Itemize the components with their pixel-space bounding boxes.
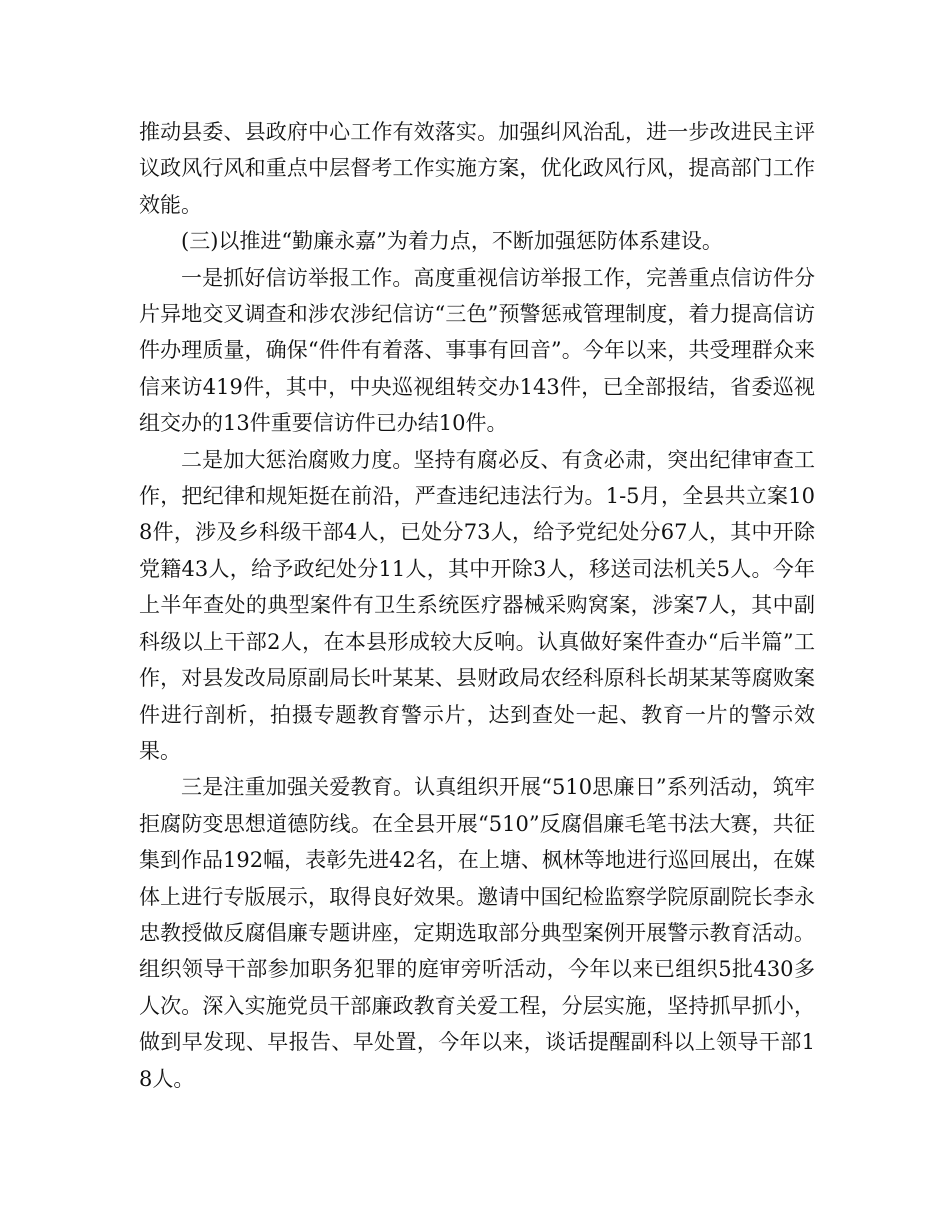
paragraph-care-education: 三是注重加强关爱教育。认真组织开展“510思廉日”系列活动，筑牢拒腐防变思想道德防线。在全县开展“510”反腐倡廉毛笔书法大赛，共征集到作品192幅，表彰先进42名，在上塘、枫林等地进行巡回展出，在媒体上进行专版展示，取得良好效果。邀请中国纪检监察学院原副院长李永忠教授做反腐倡廉专题讲座，定期选取部分典型案例开展警示教育活动。组织领导干部参加职务犯罪的庭审旁听活动，今年以来已组织5批430多人次。深入实施党员干部廉政教育关爱工程，分层实施，坚持抓早抓小，做到早发现、早报告、早处置，今年以来，谈话提醒副科以上领导干部18人。	[139, 775, 815, 1091]
section-heading-3: (三)以推进“勤廉永嘉”为着力点，不断加强惩防体系建设。	[181, 229, 723, 254]
paragraph-continuation: 推动县委、县政府中心工作有效落实。加强纠风治乱，进一步改进民主评议政风行风和重点中层督考工作实施方案，优化政风行风，提高部门工作效能。	[139, 120, 815, 217]
paragraph-anti-corruption: 二是加大惩治腐败力度。坚持有腐必反、有贪必肃，突出纪律审查工作，把纪律和规矩挺在前沿，严查违纪违法行为。1-5月，全县共立案108件，涉及乡科级干部4人，已处分73人，给予党纪处分67人，其中开除党籍43人，给予政纪处分11人，其中开除3人，移送司法机关5人。今年上半年查处的典型案件有卫生系统医疗器械采购窝案，涉案7人，其中副科级以上干部2人，在本县形成较大反响。认真做好案件查办“后半篇”工作，对县发改局原副局长叶某某、县财政局农经科原科长胡某某等腐败案件进行剖析，拍摄专题教育警示片，达到查处一起、教育一片的警示效果。	[139, 447, 815, 763]
paragraph-petition-reporting: 一是抓好信访举报工作。高度重视信访举报工作，完善重点信访件分片异地交叉调查和涉农涉纪信访“三色”预警惩戒管理制度，着力提高信访件办理质量，确保“件件有着落、事事有回音”。今年以来，共受理群众来信来访419件，其中，中央巡视组转交办143件，已全部报结，省委巡视组交办的13件重要信访件已办结10件。	[139, 265, 815, 436]
document-body	[139, 114, 815, 1097]
